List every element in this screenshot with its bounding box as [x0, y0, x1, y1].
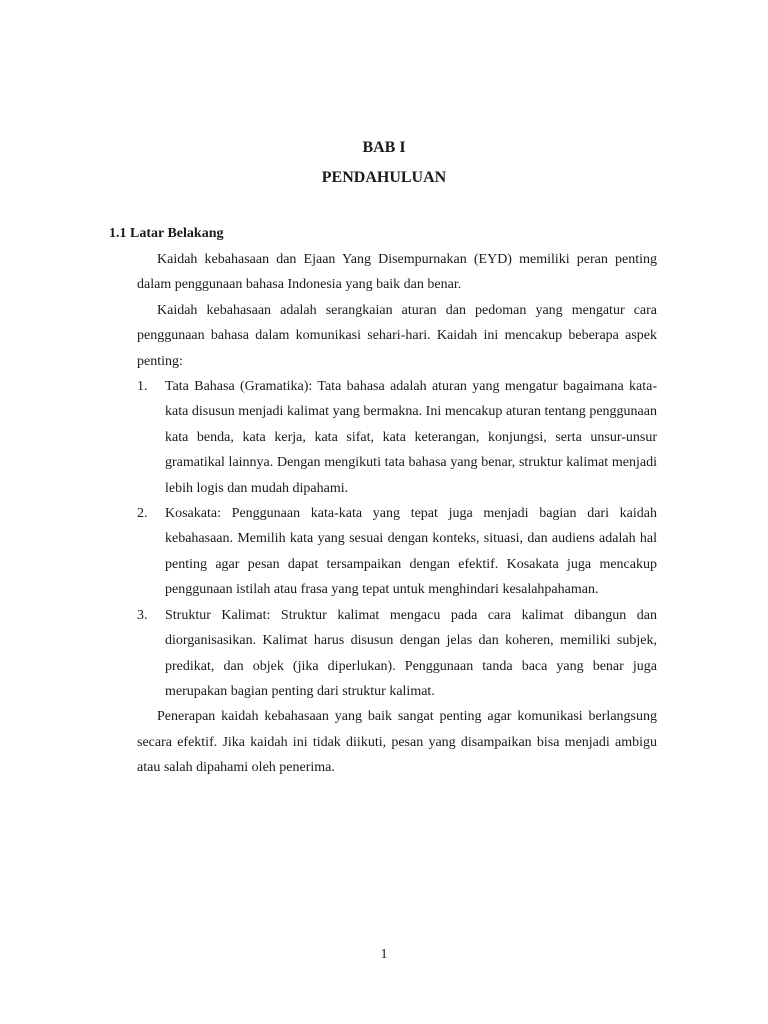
paragraph-intro: Kaidah kebahasaan dan Ejaan Yang Disempurnakan (EYD) memiliki peran penting dalam penggunaan bahasa Indonesia yang baik dan benar. [137, 252, 657, 293]
list-number: 2. [137, 506, 148, 522]
list-item [137, 603, 657, 705]
section-heading: 1.1 Latar Belakang [109, 226, 224, 241]
list-item [137, 501, 657, 603]
list-item-text: Kosakata: Penggunaan kata-kata yang tepat juga menjadi bagian dari kaidah kebahasaan. Memilih kata yang sesuai dengan konteks, situasi, dan audiens adalah hal penting agar pesan dapat tersampaikan dengan efektif. Kosakata juga mencakup penggunaan istilah atau frasa yang tepat untuk menghindari kesalahpahaman. [165, 506, 657, 598]
aspect-list [137, 374, 657, 704]
body-text [137, 247, 657, 781]
chapter-title: PENDAHULUAN [321, 169, 447, 186]
page-number: 1 [380, 947, 388, 962]
list-number: 3. [137, 607, 148, 623]
list-number: 1. [137, 379, 148, 395]
paragraph-definition: Kaidah kebahasaan adalah serangkaian aturan dan pedoman yang mengatur cara penggunaan bahasa dalam komunikasi sehari-hari. Kaidah ini mencakup beberapa aspek penting: [137, 302, 657, 369]
list-item [137, 374, 657, 501]
list-item-text: Tata Bahasa (Gramatika): Tata bahasa adalah aturan yang mengatur bagaimana kata-kata disusun menjadi kalimat yang bermakna. Ini mencakup aturan tentang penggunaan kata benda, kata kerja, kata sifat, kata keterangan, konjungsi, serta unsur-unsur gramatikal lainnya. Dengan mengikuti tata bahasa yang benar, struktur kalimat menjadi lebih logis dan mudah dipahami. [165, 379, 657, 496]
chapter-label: BAB I [362, 139, 406, 156]
list-item-text: Struktur Kalimat: Struktur kalimat mengacu pada cara kalimat dibangun dan diorganisasikan. Kalimat harus disusun dengan jelas dan koheren, memiliki subjek, predikat, dan objek (jika diperlukan). Penggunaan tanda baca yang benar juga merupakan bagian penting dari struktur kalimat. [165, 607, 657, 699]
paragraph-conclusion: Penerapan kaidah kebahasaan yang baik sangat penting agar komunikasi berlangsung secara efektif. Jika kaidah ini tidak diikuti, pesan yang disampaikan bisa menjadi ambigu atau salah dipahami oleh penerima. [137, 709, 657, 776]
